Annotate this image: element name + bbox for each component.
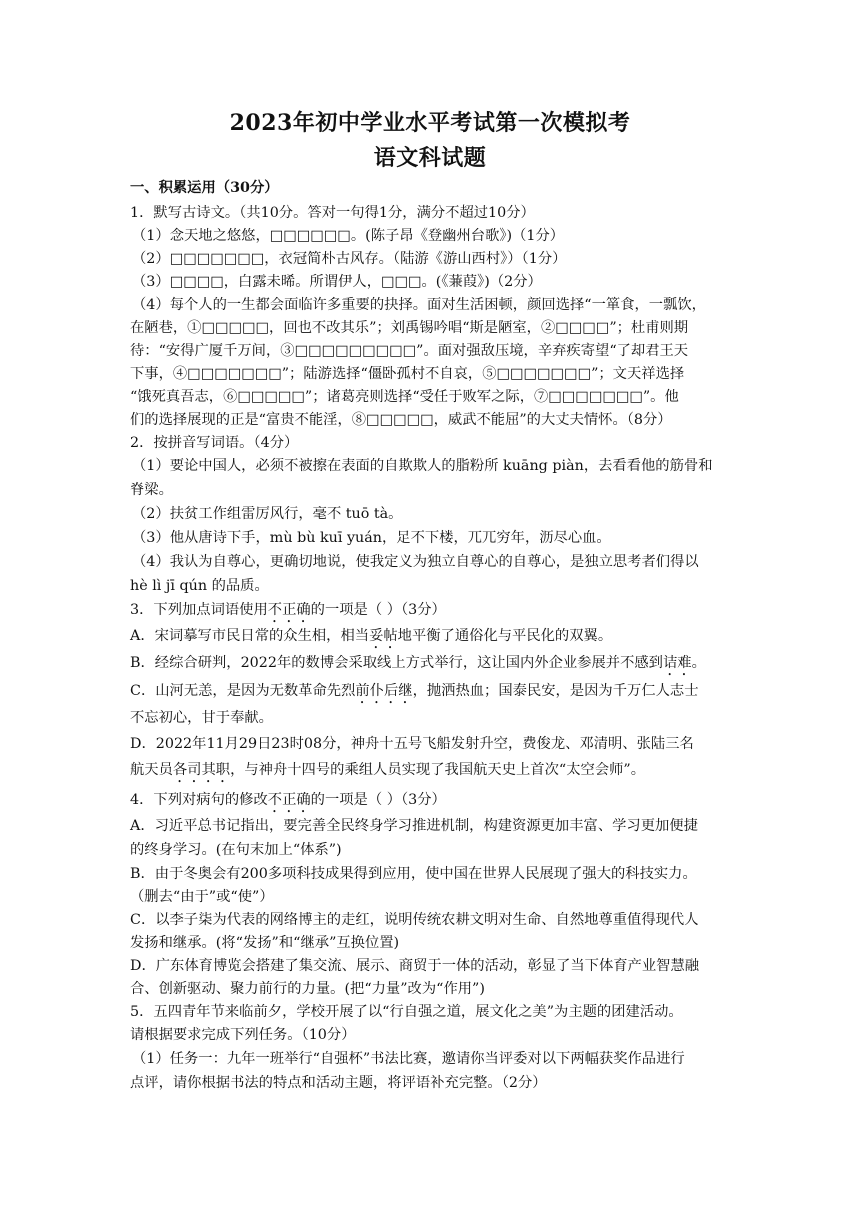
emphasis-text: 妥帖	[369, 628, 398, 644]
emphasis-text: 各司其职	[172, 762, 231, 778]
q1-item-4-line-3: 待：“安得广厦千万间，③□□□□□□□□□”。面对强敌压境，辛弃疾寄望“了却君王天	[130, 343, 689, 359]
q2-stem: 2．按拼音写词语。（4分）	[130, 435, 299, 451]
q5-stem-line-2: 请根据要求完成下列任务。（10分）	[130, 1027, 356, 1043]
q1-item-3: （3）□□□□，白露未晞。所谓伊人，□□□。(《蒹葭》)（2分）	[132, 274, 542, 290]
q2-item-4-line-1: （4）我认为自尊心，更确切地说，使我定义为独立自尊心的自尊心，是独立思考者们得以	[132, 554, 699, 570]
q1-item-4-line-6: 们的选择展现的正是“富贵不能淫，⑧□□□□□，威武不能屈”的大丈夫情怀。（8分）	[130, 412, 672, 428]
section-heading: 一、积累运用（30分）	[130, 180, 279, 196]
q3-option-c-line-1: C．山河无恙，是因为无数革命先烈前仆后继，抛洒热血；国泰民安，是因为千万仁人志士	[130, 683, 699, 699]
emphasis-text: 诘难	[662, 655, 692, 671]
q1-item-1: （1）念天地之悠悠，□□□□□□。(陈子昂《登幽州台歌》)（1分）	[132, 228, 565, 244]
q1-item-2: （2）□□□□□□□，衣冠简朴古风存。（陆游《游山西村》）（1分）	[132, 251, 567, 267]
q2-item-1-line-2: 脊梁。	[130, 482, 173, 498]
q3-option-d-line-2: 航天员各司其职，与神舟十四号的乘组人员实现了我国航天史上首次“太空会师”。	[130, 762, 646, 778]
exam-title: 2023年初中学业水平考试第一次模拟考	[229, 110, 631, 136]
q4-option-a-line-2: 的终身学习。(在句末加上“体系”)	[130, 842, 342, 858]
q3-option-b: B．经综合研判，2022年的数博会采取线上方式举行，这让国内外企业参展并不感到诘难。	[130, 655, 706, 671]
q4-option-d-line-2: 合、创新驱动、聚力前行的力量。(把“力量”改为“作用”)	[130, 981, 485, 997]
emphasis-text: 不正确	[267, 792, 311, 808]
q1-item-4-line-2: 在陋巷，①□□□□□，回也不改其乐”；刘禹锡吟唱“斯是陋室，②□□□□”；杜甫则期	[130, 320, 689, 336]
q4-option-a-line-1: A．习近平总书记指出，要完善全民终身学习推进机制，构建资源更加丰富、学习更加便捷	[130, 818, 698, 834]
q1-stem: 1．默写古诗文。（共10分。答对一句得1分，满分不超过10分）	[130, 205, 535, 221]
q2-item-1-line-1: （1）要论中国人，必须不被擦在表面的自欺欺人的脂粉所 kuāng piàn，去看看他的筋骨和	[132, 458, 713, 474]
q4-option-b-line-2: （删去“由于”或“使”）	[130, 889, 274, 905]
q5-stem-line-1: 5．五四青年节来临前夕，学校开展了以“行自强之道，展文化之美”为主题的团建活动。	[130, 1004, 683, 1020]
q3-option-d-line-1: D．2022年11月29日23时08分，神舟十五号飞船发射升空，费俊龙、邓清明、张陆三名	[130, 736, 694, 752]
exam-subtitle: 语文科试题	[373, 145, 487, 171]
q5-task-1-line-2: 点评，请你根据书法的特点和活动主题，将评语补充完整。（2分）	[130, 1075, 547, 1091]
emphasis-text: 前仆后继	[355, 683, 413, 699]
q4-option-c-line-2: 发扬和继承。(将“发扬”和“继承”互换位置)	[130, 935, 400, 951]
q1-item-4-line-1: （4）每个人的一生都会面临许多重要的抉择。面对生活困顿，颜回选择“一箪食，一瓢饮，	[132, 297, 706, 313]
q3-option-c-line-2: 不忘初心，甘于奉献。	[130, 710, 273, 726]
q4-stem: 4．下列对病句的修改不正确的一项是（ ）（3分）	[130, 792, 446, 808]
q2-item-4-line-2: hè lì jī qún 的品质。	[130, 578, 269, 594]
q4-option-c-line-1: C．以李子柒为代表的网络博主的走红，说明传统农耕文明对生命、自然地尊重值得现代人	[130, 912, 699, 928]
q5-task-1-line-1: （1）任务一：九年一班举行“自强杯”书法比赛，邀请你当评委对以下两幅获奖作品进行	[132, 1051, 685, 1067]
q3-option-a: A．宋词摹写市民日常的众生相，相当妥帖地平衡了通俗化与平民化的双翼。	[130, 628, 613, 644]
q3-stem: 3．下列加点词语使用不正确的一项是（ ）（3分）	[130, 602, 446, 618]
emphasis-text: 不正确	[267, 602, 311, 618]
q2-item-3: （3）他从唐诗下手，mù bù kuī yuán，足不下楼，兀兀穷年，沥尽心血。	[132, 530, 611, 546]
q4-option-b-line-1: B．由于冬奥会有200多项科技成果得到应用，使中国在世界人民展现了强大的科技实力。	[130, 866, 697, 882]
q1-item-4-line-4: 下事，④□□□□□□□”；陆游选择“僵卧孤村不自哀，⑤□□□□□□□”；文天祥选择	[130, 366, 685, 382]
q2-item-2: （2）扶贫工作组雷厉风行，毫不 tuō tà。	[132, 506, 403, 522]
q1-item-4-line-5: “饿死真吾志，⑥□□□□□”；诸葛亮则选择“受任于败军之际，⑦□□□□□□□”。他	[130, 389, 679, 405]
q4-option-d-line-1: D．广东体育博览会搭建了集交流、展示、商贸于一体的活动，彰显了当下体育产业智慧融	[130, 958, 700, 974]
